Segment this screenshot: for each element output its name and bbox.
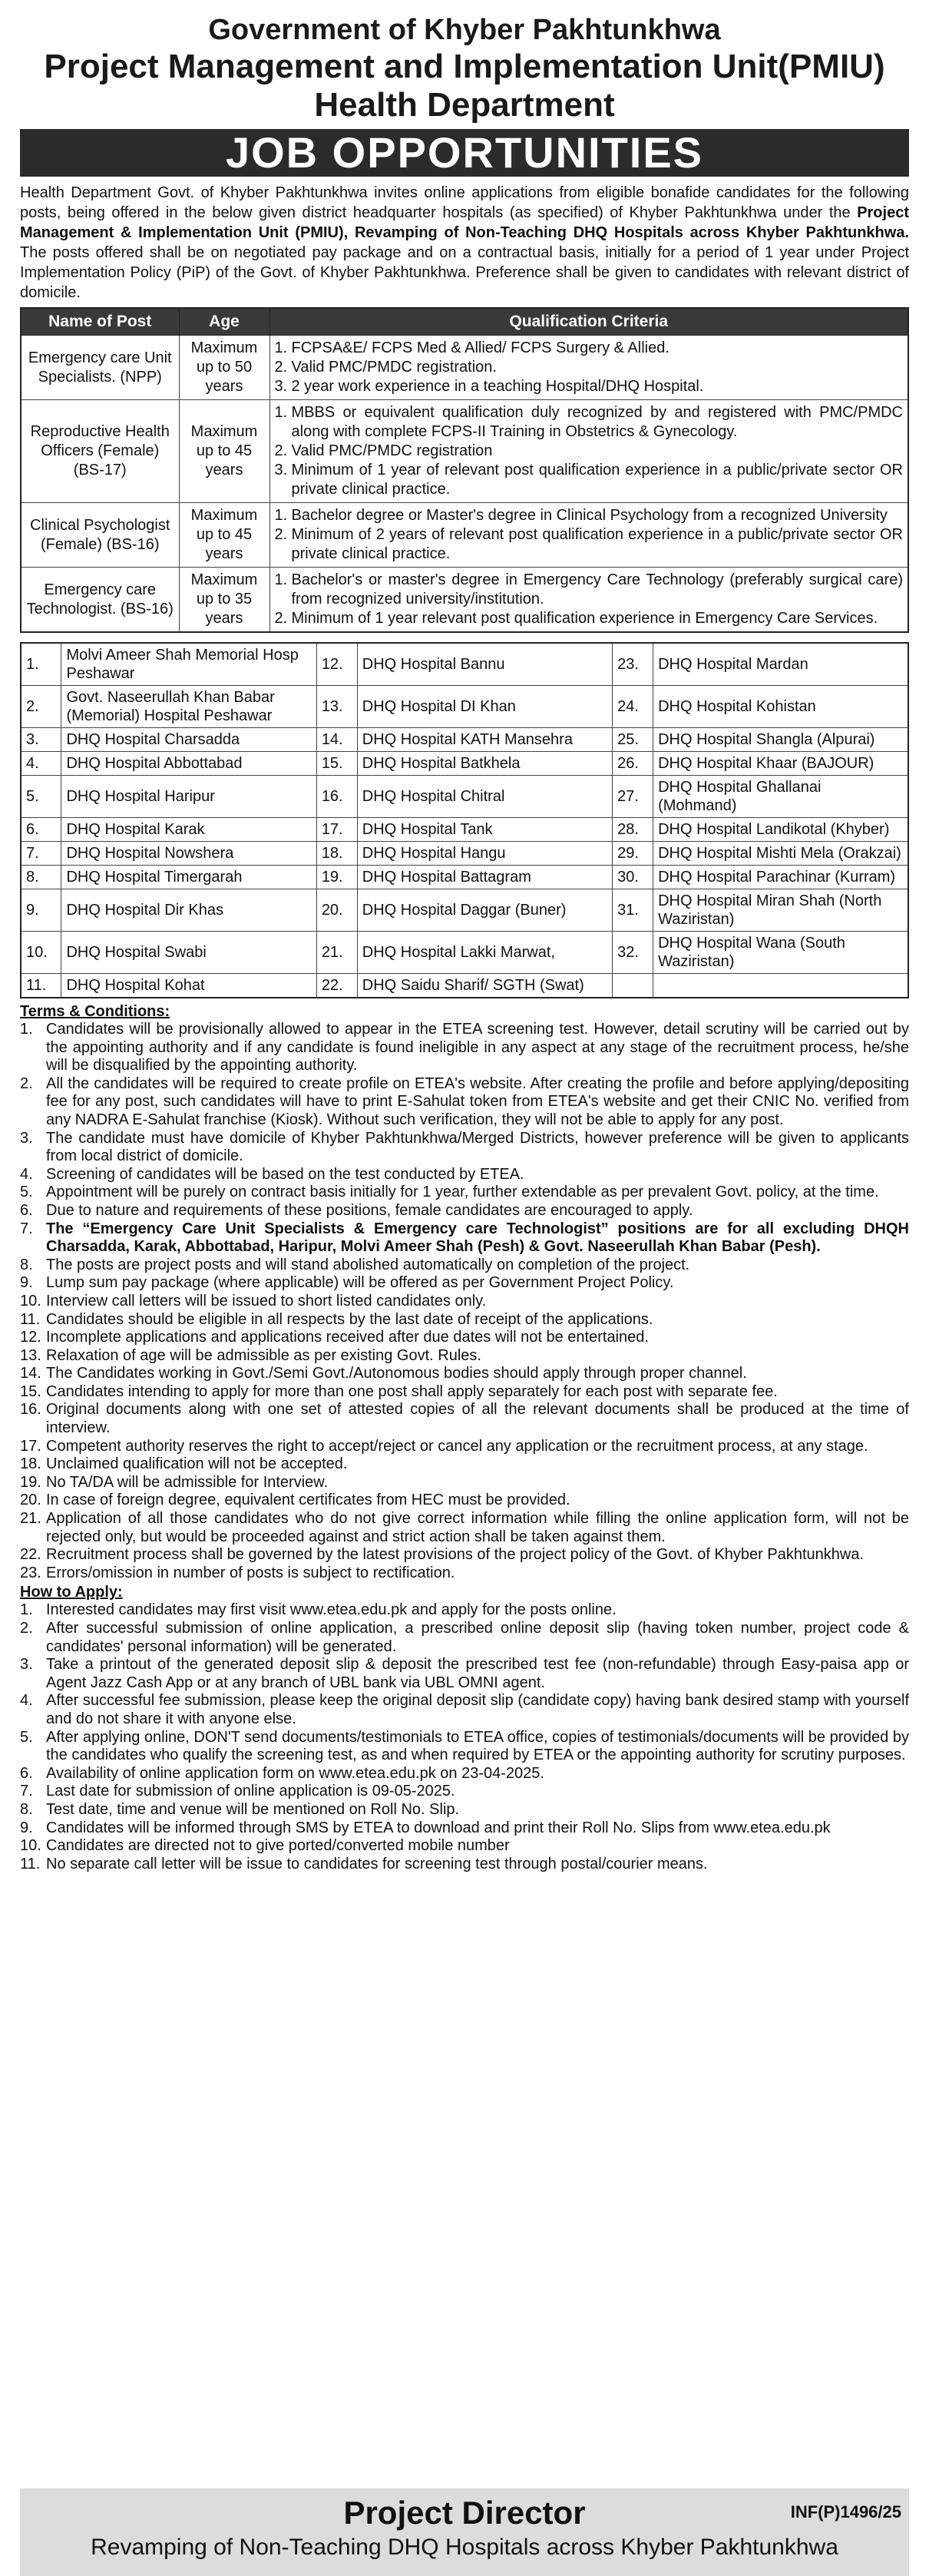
hospital-name: Govt. Naseerullah Khan Babar (Memorial) Hospital Peshawar	[61, 686, 316, 728]
hospital-number: 30.	[613, 866, 653, 889]
hospital-number: 12.	[316, 643, 357, 686]
list-item	[20, 1546, 909, 1564]
hospital-name: DHQ Hospital Khaar (BAJOUR)	[653, 752, 908, 776]
hospital-name: DHQ Saidu Sharif/ SGTH (Swat)	[357, 974, 612, 998]
criteria-item	[275, 377, 904, 396]
header	[20, 12, 909, 124]
hospital-number: 9.	[21, 889, 61, 932]
item-number: 4.	[20, 1692, 33, 1710]
item-text: Candidates will be provisionally allowed to appear in the ETEA screening test. However, detail scrutiny will be carried out by the appointing authority and if any candidate is found ineligible in any aspect at any stage of the recruitment process, he/she will be disqualified by the appointing authority.	[46, 1021, 909, 1074]
criteria-number: 2.	[274, 610, 288, 627]
post-criteria	[269, 568, 908, 633]
hospital-name: DHQ Hospital KATH Mansehra	[357, 728, 612, 752]
item-number: 20.	[20, 1492, 41, 1509]
hospital-number: 19.	[316, 866, 357, 889]
hospital-number: 32.	[613, 932, 653, 974]
post-row	[21, 336, 908, 400]
post-age: Maximum up to 45 years	[179, 400, 269, 503]
hospital-number: 25.	[613, 728, 653, 752]
hospital-name	[653, 974, 908, 998]
post-row	[21, 400, 908, 503]
project-director-title: Project Director	[343, 2495, 586, 2531]
item-text: Take a printout of the generated deposit slip & deposit the prescribed test fee (non-refundable) through Easy-paisa app or Agent Jazz Cash App or at any branch of UBL bank via UBL OMNI agent.	[46, 1656, 909, 1691]
posts-table-header	[21, 308, 908, 336]
hospital-number: 31.	[613, 889, 653, 932]
item-text: Original documents along with one set of attested copies of all the relevant documents shall be produced at the time of interview.	[46, 1401, 909, 1437]
item-number: 5.	[20, 1184, 33, 1201]
hospital-row	[21, 752, 908, 776]
item-text: All the candidates will be required to create profile on ETEA's website. After creating the profile and before applying/depositing fee for any post, such candidates will have to print E-Sahulat token from ETEA's website and get their CNIC No. verified from any NADRA E-Sahulat franchise (Kiosk). Without such verification, they will not be able to apply for any post.	[46, 1074, 909, 1128]
hospital-row	[21, 932, 908, 974]
hospital-number: 22.	[316, 974, 357, 998]
item-text: After successful fee submission, please keep the original deposit slip (candidate copy) having bank desired stamp with yourself and do not share it with anyone else.	[46, 1692, 909, 1727]
item-text: Candidates are directed not to give ported/converted mobile number	[46, 1837, 510, 1855]
reference-number: INF(P)1496/25	[790, 2502, 901, 2521]
criteria-item	[275, 506, 904, 525]
item-text: The candidate must have domicile of Khyber Pakhtunkhwa/Merged Districts, however preference will be given to applicants from local district of domicile.	[46, 1129, 909, 1165]
list-item	[20, 1220, 909, 1257]
criteria-number: 1.	[274, 571, 288, 588]
criteria-number: 1.	[274, 339, 288, 356]
hospital-name: DHQ Hospital Battagram	[357, 866, 612, 889]
item-text: After successful submission of online application, a prescribed online deposit slip (having token number, project code & candidates' personal information) will be generated.	[46, 1620, 909, 1655]
posts-table	[20, 307, 909, 633]
hospital-number: 5.	[21, 776, 61, 818]
criteria-item	[275, 609, 904, 628]
hospital-number: 6.	[21, 818, 61, 842]
item-number: 14.	[20, 1365, 41, 1382]
hospital-number: 7.	[21, 842, 61, 866]
project-subtitle: Revamping of Non-Teaching DHQ Hospitals across Khyber Pakhtunkhwa	[91, 2535, 838, 2560]
list-item	[20, 1383, 909, 1402]
hospital-name: DHQ Hospital Charsadda	[61, 728, 316, 752]
item-text: Candidates intending to apply for more than one post shall apply separately for each post with separate fee.	[46, 1382, 778, 1400]
hospital-row	[21, 776, 908, 818]
hospital-name: DHQ Hospital Chitral	[357, 776, 612, 818]
posts-table-body	[21, 336, 908, 633]
criteria-text: Valid PMC/PMDC registration.	[291, 359, 497, 376]
list-item	[20, 1620, 909, 1656]
criteria-number: 3.	[274, 378, 288, 395]
criteria-number: 1.	[274, 507, 288, 524]
item-number: 1.	[20, 1601, 33, 1619]
item-text: Due to nature and requirements of these positions, female candidates are encouraged to apply.	[46, 1201, 693, 1219]
item-number: 19.	[20, 1473, 41, 1491]
item-text: Application of all those candidates who do not give correct information while filling the online application form, will not be rejected only, but would be proceeded against and strict action shall be taken against them.	[46, 1510, 909, 1545]
item-text: In case of foreign degree, equivalent certificates from HEC must be provided.	[46, 1492, 570, 1509]
hospital-name: DHQ Hospital Landikotal (Khyber)	[653, 818, 908, 842]
list-item	[20, 1438, 909, 1456]
list-item	[20, 1601, 909, 1620]
hospital-number: 21.	[316, 932, 357, 974]
item-text: No separate call letter will be issue to candidates for screening test through postal/courier means.	[46, 1855, 708, 1872]
item-number: 23.	[20, 1564, 41, 1581]
list-item	[20, 1130, 909, 1166]
item-text: Interview call letters will be issued to short listed candidates only.	[46, 1292, 487, 1310]
item-text: Lump sum pay package (where applicable) will be offered as per Government Project Policy.	[46, 1274, 674, 1292]
criteria-text: Minimum of 2 years of relevant post qualification experience in a public/private sector OR private clinical practice.	[291, 526, 903, 562]
hospital-number: 24.	[613, 686, 653, 728]
post-row	[21, 503, 908, 568]
hospital-name: DHQ Hospital Miran Shah (North Waziristan)	[653, 889, 908, 932]
list-item	[20, 1329, 909, 1347]
hospital-row	[21, 889, 908, 932]
hospital-name: DHQ Hospital Abbottabad	[61, 752, 316, 776]
item-number: 10.	[20, 1292, 41, 1310]
list-item	[20, 1783, 909, 1801]
intro-text-1: Health Department Govt. of Khyber Pakhtunkhwa invites online applications from eligible bonafide candidates for the following posts, being offered in the below given district headquarter hospitals (as specified) of Khyber Pakhtunkhwa under the	[20, 184, 909, 221]
item-text: Last date for submission of online application is 09-05-2025.	[46, 1783, 455, 1800]
criteria-number: 1.	[274, 404, 288, 421]
item-number: 10.	[20, 1837, 41, 1855]
unit-title: Project Management and Implementation Unit(PMIU)	[44, 48, 885, 85]
list-item	[20, 1837, 909, 1856]
list-item	[20, 1819, 909, 1838]
item-text: The “Emergency Care Unit Specialists & Emergency care Technologist” positions are for all excluding DHQH Charsadda, Karak, Abbottabad, Haripur, Molvi Ameer Shah (Pesh) & Govt. Naseerullah Khan Babar (Pesh).	[46, 1220, 909, 1256]
criteria-text: Valid PMC/PMDC registration	[291, 442, 493, 459]
post-criteria	[269, 503, 908, 568]
hospital-name: DHQ Hospital Kohistan	[653, 686, 908, 728]
hospital-row	[21, 842, 908, 866]
criteria-item	[275, 442, 904, 461]
hospital-name: DHQ Hospital Parachinar (Kurram)	[653, 866, 908, 889]
item-number: 13.	[20, 1346, 41, 1364]
list-item	[20, 1202, 909, 1220]
list-item	[20, 1692, 909, 1728]
criteria-number: 2.	[274, 359, 288, 376]
post-name: Clinical Psychologist (Female) (BS-16)	[21, 503, 179, 568]
how-to-apply-title: How to Apply:	[20, 1584, 123, 1601]
hospital-name: DHQ Hospital Swabi	[61, 932, 316, 974]
item-number: 17.	[20, 1437, 41, 1455]
criteria-text: MBBS or equivalent qualification duly recognized by and registered with PMC/PMDC along with complete FCPS-II Training in Obstetrics & Gynecology.	[291, 404, 903, 440]
hospital-name: DHQ Hospital Kohat	[61, 974, 316, 998]
post-name: Emergency care Unit Specialists. (NPP)	[21, 336, 179, 400]
hospital-row	[21, 686, 908, 728]
post-age: Maximum up to 35 years	[179, 568, 269, 633]
list-item	[20, 1474, 909, 1492]
hospital-number: 13.	[316, 686, 357, 728]
item-number: 21.	[20, 1510, 41, 1528]
criteria-number: 2.	[274, 526, 288, 543]
item-number: 3.	[20, 1129, 33, 1147]
hospital-number: 1.	[21, 643, 61, 686]
post-name: Reproductive Health Officers (Female) (BS-17)	[21, 400, 179, 503]
item-text: Errors/omission in number of posts is subject to rectification.	[46, 1564, 455, 1581]
item-text: Recruitment process shall be governed by the latest provisions of the project policy of the Govt. of Khyber Pakhtunkhwa.	[46, 1546, 865, 1564]
item-number: 6.	[20, 1764, 33, 1782]
item-number: 9.	[20, 1274, 33, 1292]
intro-paragraph	[20, 183, 909, 303]
list-item	[20, 1021, 909, 1075]
item-text: Appointment will be purely on contract basis initially for 1 year, further extendable as per prevalent Govt. policy, at the time.	[46, 1184, 879, 1201]
criteria-text: 2 year work experience in a teaching Hospital/DHQ Hospital.	[291, 378, 704, 395]
hospital-name: DHQ Hospital Timergarah	[61, 866, 316, 889]
criteria-text: Bachelor's or master's degree in Emergency Care Technology (preferably surgical care) from recognized university/institution.	[291, 571, 903, 608]
list-item	[20, 1075, 909, 1130]
department-title: Health Department	[314, 86, 615, 124]
post-age: Maximum up to 50 years	[179, 336, 269, 400]
criteria-text: Bachelor degree or Master's degree in Clinical Psychology from a recognized University	[291, 507, 888, 524]
item-text: No TA/DA will be admissible for Interview.	[46, 1473, 329, 1491]
hospital-number: 3.	[21, 728, 61, 752]
hospital-number: 17.	[316, 818, 357, 842]
item-number: 22.	[20, 1546, 41, 1564]
item-number: 1.	[20, 1021, 33, 1038]
item-number: 2.	[20, 1074, 33, 1092]
hospital-name: DHQ Hospital Karak	[61, 818, 316, 842]
col-age: Age	[179, 308, 269, 336]
hospital-row	[21, 818, 908, 842]
item-text: After applying online, DON'T send documents/testimonials to ETEA office, copies of testimonials/documents will be provided by the candidates who qualify the screening test, as and when required by ETEA or the appointing authority for scrutiny purposes.	[46, 1728, 909, 1764]
item-text: Unclaimed qualification will not be accepted.	[46, 1455, 348, 1473]
hospital-name: DHQ Hospital Haripur	[61, 776, 316, 818]
hospital-number: 27.	[613, 776, 653, 818]
hospital-name: DHQ Hospital Mardan	[653, 643, 908, 686]
col-name-of-post: Name of Post	[21, 308, 179, 336]
terms-list	[20, 1021, 909, 1582]
criteria-text: Minimum of 1 year relevant post qualification experience in Emergency Care Services.	[291, 610, 878, 627]
item-number: 7.	[20, 1783, 33, 1800]
criteria-number: 2.	[274, 442, 288, 459]
criteria-item	[275, 461, 904, 499]
list-item	[20, 1401, 909, 1437]
post-criteria	[269, 336, 908, 400]
item-number: 15.	[20, 1382, 41, 1400]
hospital-name: DHQ Hospital Batkhela	[357, 752, 612, 776]
hospital-number: 8.	[21, 866, 61, 889]
item-number: 11.	[20, 1855, 41, 1872]
hospitals-table-body	[21, 643, 908, 998]
hospital-name: DHQ Hospital Nowshera	[61, 842, 316, 866]
post-age: Maximum up to 45 years	[179, 503, 269, 568]
criteria-text: Minimum of 1 year of relevant post qualification experience in a public/private sector OR private clinical practice.	[291, 462, 903, 498]
item-text: Relaxation of age will be admissible as per existing Govt. Rules.	[46, 1346, 481, 1364]
how-to-apply-list	[20, 1601, 909, 1873]
hospital-name: DHQ Hospital Tank	[357, 818, 612, 842]
intro-text-2: The posts offered shall be on negotiated pay package and on a contractual basis, initially for a period of 1 year under Project Implementation Policy (PiP) of the Govt. of Khyber Pakhtunkhwa. Preference shall be given to candidates with relevant district of domicile.	[20, 244, 909, 301]
hospital-number: 26.	[613, 752, 653, 776]
hospital-number: 20.	[316, 889, 357, 932]
post-criteria	[269, 400, 908, 503]
item-text: Test date, time and venue will be mentioned on Roll No. Slip.	[46, 1800, 460, 1818]
hospital-name: DHQ Hospital Ghallanai (Mohmand)	[653, 776, 908, 818]
item-number: 3.	[20, 1656, 33, 1674]
hospital-number: 14.	[316, 728, 357, 752]
item-number: 18.	[20, 1455, 41, 1473]
item-text: The Candidates working in Govt./Semi Govt./Autonomous bodies should apply through proper channel.	[46, 1365, 747, 1382]
item-number: 4.	[20, 1165, 33, 1183]
govt-title: Government of Khyber Pakhtunkhwa	[208, 14, 721, 46]
hospital-name: DHQ Hospital Daggar (Buner)	[357, 889, 612, 932]
list-item	[20, 1455, 909, 1474]
hospital-number: 2.	[21, 686, 61, 728]
hospital-name: DHQ Hospital Bannu	[357, 643, 612, 686]
hospital-name: Molvi Ameer Shah Memorial Hosp Peshawar	[61, 643, 316, 686]
hospital-name: DHQ Hospital Shangla (Alpurai)	[653, 728, 908, 752]
job-opportunities-banner: JOB OPPORTUNITIES	[20, 129, 909, 177]
item-number: 5.	[20, 1728, 33, 1746]
list-item	[20, 1856, 909, 1874]
post-name: Emergency care Technologist. (BS-16)	[21, 568, 179, 633]
hospital-number	[613, 974, 653, 998]
hospital-name: DHQ Hospital DI Khan	[357, 686, 612, 728]
list-item	[20, 1492, 909, 1510]
item-number: 2.	[20, 1620, 33, 1637]
criteria-text: FCPSA&E/ FCPS Med & Allied/ FCPS Surgery & Allied.	[291, 339, 669, 356]
item-number: 16.	[20, 1401, 41, 1419]
hospital-name: DHQ Hospital Wana (South Waziristan)	[653, 932, 908, 974]
hospital-name: DHQ Hospital Dir Khas	[61, 889, 316, 932]
list-item	[20, 1510, 909, 1546]
item-number: 9.	[20, 1819, 33, 1836]
list-item	[20, 1166, 909, 1184]
list-item	[20, 1293, 909, 1311]
hospitals-table	[20, 642, 909, 998]
criteria-item	[275, 525, 904, 564]
list-item	[20, 1311, 909, 1329]
item-text: Availability of online application form on www.etea.edu.pk on 23-04-2025.	[46, 1764, 544, 1782]
hospital-number: 10.	[21, 932, 61, 974]
item-text: Competent authority reserves the right to accept/reject or cancel any application or the recruitment process, at any stage.	[46, 1437, 868, 1455]
list-item	[20, 1729, 909, 1765]
hospital-row	[21, 643, 908, 686]
list-item	[20, 1365, 909, 1383]
list-item	[20, 1274, 909, 1293]
item-number: 6.	[20, 1201, 33, 1219]
criteria-item	[275, 358, 904, 377]
criteria-item	[275, 339, 904, 358]
item-number: 8.	[20, 1256, 33, 1273]
list-item	[20, 1257, 909, 1275]
item-number: 8.	[20, 1800, 33, 1818]
criteria-item	[275, 571, 904, 609]
hospital-number: 16.	[316, 776, 357, 818]
hospital-number: 29.	[613, 842, 653, 866]
item-number: 12.	[20, 1329, 41, 1346]
col-qualification: Qualification Criteria	[269, 308, 908, 336]
criteria-item	[275, 403, 904, 442]
hospital-number: 18.	[316, 842, 357, 866]
list-item	[20, 1184, 909, 1202]
item-text: Incomplete applications and applications received after due dates will not be entertained.	[46, 1329, 649, 1346]
hospital-number: 28.	[613, 818, 653, 842]
item-number: 11.	[20, 1310, 41, 1328]
list-item	[20, 1656, 909, 1692]
item-number: 7.	[20, 1220, 33, 1237]
hospital-row	[21, 728, 908, 752]
hospital-name: DHQ Hospital Hangu	[357, 842, 612, 866]
list-item	[20, 1801, 909, 1819]
hospital-row	[21, 974, 908, 998]
hospital-row	[21, 866, 908, 889]
item-text: Screening of candidates will be based on the test conducted by ETEA.	[46, 1165, 524, 1183]
list-item	[20, 1765, 909, 1783]
list-item	[20, 1564, 909, 1583]
list-item	[20, 1347, 909, 1366]
item-text: Candidates should be eligible in all respects by the last date of receipt of the applications.	[46, 1310, 653, 1328]
intro-bold-text: Project Management & Implementation Unit (PMIU), Revamping of Non-Teaching DHQ Hospitals across Khyber Pakhtunkhwa.	[20, 204, 909, 241]
item-text: Interested candidates may first visit www.etea.edu.pk and apply for the posts online.	[46, 1601, 617, 1619]
hospital-name: DHQ Hospital Lakki Marwat,	[357, 932, 612, 974]
hospital-number: 15.	[316, 752, 357, 776]
footer	[20, 2488, 909, 2576]
terms-title: Terms & Conditions:	[20, 1003, 170, 1020]
item-text: The posts are project posts and will stand abolished automatically on completion of the project.	[46, 1256, 690, 1273]
item-text: Candidates will be informed through SMS by ETEA to download and print their Roll No. Slips from www.etea.edu.pk	[46, 1819, 831, 1836]
criteria-number: 3.	[274, 462, 288, 478]
hospital-number: 4.	[21, 752, 61, 776]
post-row	[21, 568, 908, 633]
hospital-number: 23.	[613, 643, 653, 686]
hospital-number: 11.	[21, 974, 61, 998]
hospital-name: DHQ Hospital Mishti Mela (Orakzai)	[653, 842, 908, 866]
